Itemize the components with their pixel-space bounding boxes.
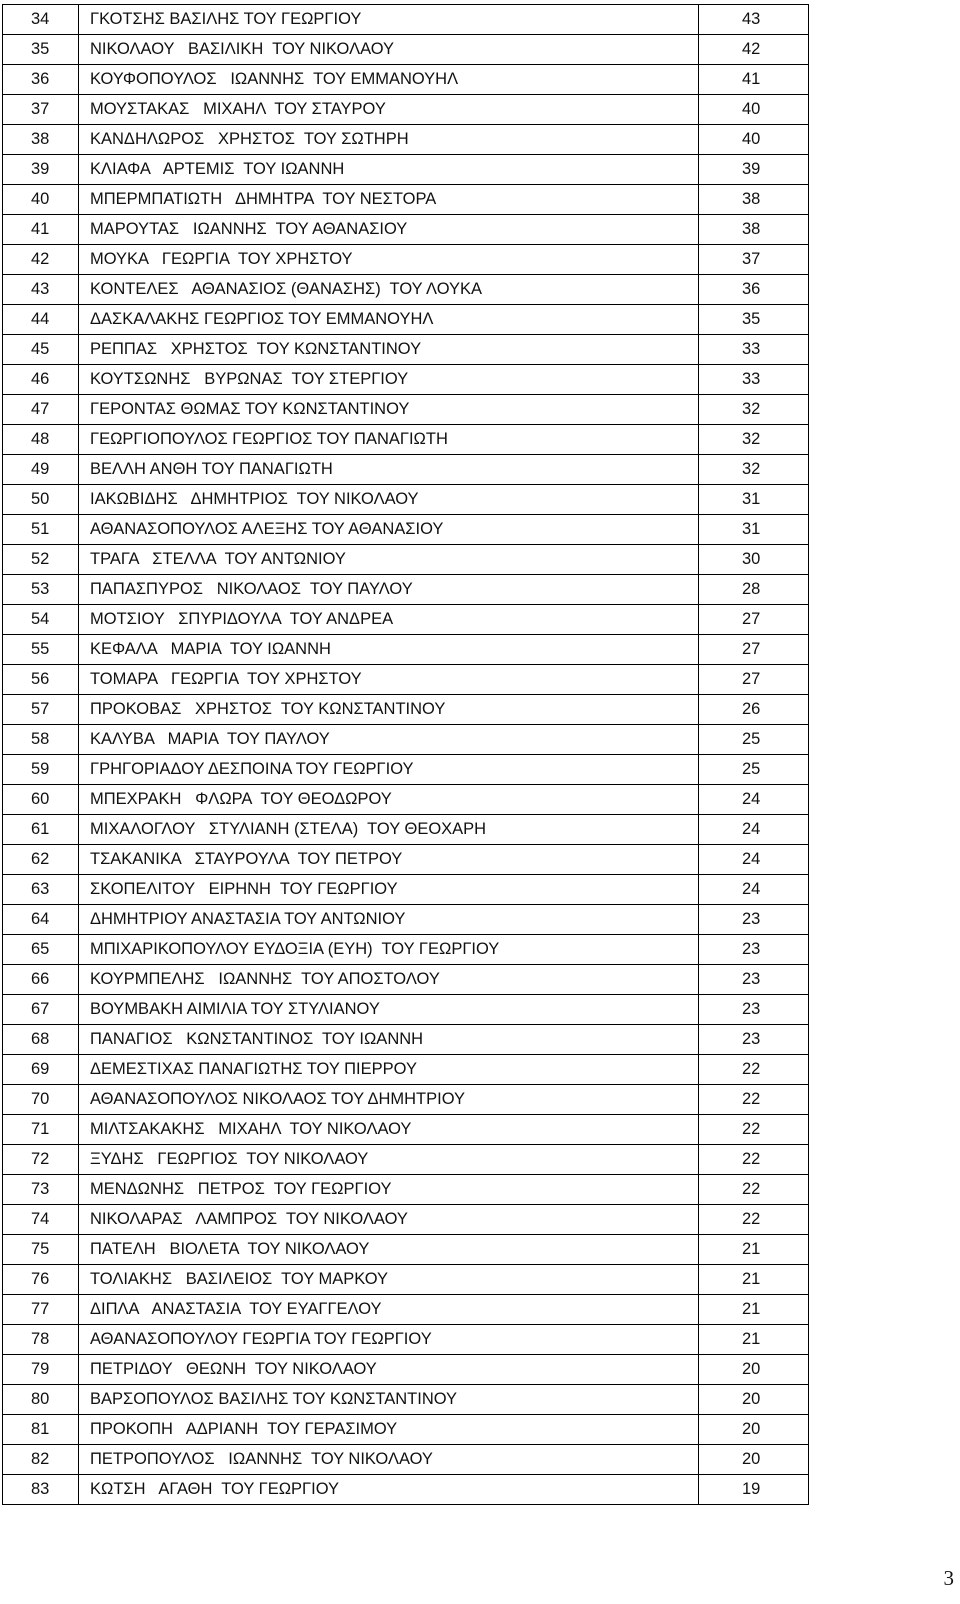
name-cell: ΠΕΤΡΙΔΟΥ ΘΕΩΝΗ ΤΟΥ ΝΙΚΟΛΑΟΥ xyxy=(79,1355,699,1385)
row-number-cell: 34 xyxy=(3,5,79,35)
score-cell: 38 xyxy=(699,215,809,245)
score-cell: 20 xyxy=(699,1445,809,1475)
score-cell: 25 xyxy=(699,725,809,755)
row-number-cell: 66 xyxy=(3,965,79,995)
score-cell: 22 xyxy=(699,1055,809,1085)
row-number-cell: 56 xyxy=(3,665,79,695)
table-row xyxy=(3,365,809,395)
table-row xyxy=(3,1235,809,1265)
row-number-cell: 59 xyxy=(3,755,79,785)
table-row xyxy=(3,245,809,275)
row-number-cell: 82 xyxy=(3,1445,79,1475)
table-row xyxy=(3,575,809,605)
table-row xyxy=(3,185,809,215)
row-number-cell: 80 xyxy=(3,1385,79,1415)
name-cell: ΚΟΥΦΟΠΟΥΛΟΣ ΙΩΑΝΝΗΣ ΤΟΥ ΕΜΜΑΝΟΥΗΛ xyxy=(79,65,699,95)
score-cell: 22 xyxy=(699,1175,809,1205)
row-number-cell: 42 xyxy=(3,245,79,275)
score-cell: 39 xyxy=(699,155,809,185)
name-cell: ΜΕΝΔΩΝΗΣ ΠΕΤΡΟΣ ΤΟΥ ΓΕΩΡΓΙΟΥ xyxy=(79,1175,699,1205)
row-number-cell: 57 xyxy=(3,695,79,725)
score-cell: 20 xyxy=(699,1355,809,1385)
name-cell: ΔΑΣΚΑΛΑΚΗΣ ΓΕΩΡΓΙΟΣ ΤΟΥ ΕΜΜΑΝΟΥΗΛ xyxy=(79,305,699,335)
table-row xyxy=(3,305,809,335)
score-cell: 21 xyxy=(699,1295,809,1325)
score-cell: 38 xyxy=(699,185,809,215)
row-number-cell: 43 xyxy=(3,275,79,305)
table-row xyxy=(3,1295,809,1325)
score-cell: 24 xyxy=(699,785,809,815)
row-number-cell: 62 xyxy=(3,845,79,875)
name-cell: ΑΘΑΝΑΣΟΠΟΥΛΟΣ ΑΛΕΞΗΣ ΤΟΥ ΑΘΑΝΑΣΙΟΥ xyxy=(79,515,699,545)
score-cell: 30 xyxy=(699,545,809,575)
table-row xyxy=(3,95,809,125)
score-cell: 42 xyxy=(699,35,809,65)
table-row xyxy=(3,605,809,635)
results-table-body xyxy=(3,5,809,1505)
row-number-cell: 52 xyxy=(3,545,79,575)
table-row xyxy=(3,875,809,905)
score-cell: 20 xyxy=(699,1415,809,1445)
row-number-cell: 71 xyxy=(3,1115,79,1145)
name-cell: ΠΡΟΚΟΒΑΣ ΧΡΗΣΤΟΣ ΤΟΥ ΚΩΝΣΤΑΝΤΙΝΟΥ xyxy=(79,695,699,725)
table-row xyxy=(3,155,809,185)
table-row xyxy=(3,1325,809,1355)
table-row xyxy=(3,1385,809,1415)
score-cell: 22 xyxy=(699,1145,809,1175)
score-cell: 21 xyxy=(699,1325,809,1355)
table-row xyxy=(3,845,809,875)
row-number-cell: 78 xyxy=(3,1325,79,1355)
row-number-cell: 38 xyxy=(3,125,79,155)
score-cell: 41 xyxy=(699,65,809,95)
score-cell: 23 xyxy=(699,1025,809,1055)
score-cell: 22 xyxy=(699,1085,809,1115)
row-number-cell: 79 xyxy=(3,1355,79,1385)
score-cell: 36 xyxy=(699,275,809,305)
table-row xyxy=(3,65,809,95)
row-number-cell: 69 xyxy=(3,1055,79,1085)
name-cell: ΚΟΝΤΕΛΕΣ ΑΘΑΝΑΣΙΟΣ (ΘΑΝΑΣΗΣ) ΤΟΥ ΛΟΥΚΑ xyxy=(79,275,699,305)
row-number-cell: 77 xyxy=(3,1295,79,1325)
name-cell: ΠΑΠΑΣΠΥΡΟΣ ΝΙΚΟΛΑΟΣ ΤΟΥ ΠΑΥΛΟΥ xyxy=(79,575,699,605)
score-cell: 40 xyxy=(699,125,809,155)
table-row xyxy=(3,1175,809,1205)
name-cell: ΜΙΧΑΛΟΓΛΟΥ ΣΤΥΛΙΑΝΗ (ΣΤΕΛΑ) ΤΟΥ ΘΕΟΧΑΡΗ xyxy=(79,815,699,845)
row-number-cell: 73 xyxy=(3,1175,79,1205)
name-cell: ΜΟΤΣΙΟΥ ΣΠΥΡΙΔΟΥΛΑ ΤΟΥ ΑΝΔΡΕΑ xyxy=(79,605,699,635)
name-cell: ΚΑΛΥΒΑ ΜΑΡΙΑ ΤΟΥ ΠΑΥΛΟΥ xyxy=(79,725,699,755)
row-number-cell: 50 xyxy=(3,485,79,515)
row-number-cell: 70 xyxy=(3,1085,79,1115)
page-number: 3 xyxy=(943,1566,954,1590)
score-cell: 27 xyxy=(699,635,809,665)
name-cell: ΚΩΤΣΗ ΑΓΑΘΗ ΤΟΥ ΓΕΩΡΓΙΟΥ xyxy=(79,1475,699,1505)
name-cell: ΚΟΥΡΜΠΕΛΗΣ ΙΩΑΝΝΗΣ ΤΟΥ ΑΠΟΣΤΟΛΟΥ xyxy=(79,965,699,995)
row-number-cell: 64 xyxy=(3,905,79,935)
score-cell: 21 xyxy=(699,1265,809,1295)
row-number-cell: 35 xyxy=(3,35,79,65)
name-cell: ΓΕΩΡΓΙΟΠΟΥΛΟΣ ΓΕΩΡΓΙΟΣ ΤΟΥ ΠΑΝΑΓΙΩΤΗ xyxy=(79,425,699,455)
score-cell: 26 xyxy=(699,695,809,725)
table-row xyxy=(3,275,809,305)
score-cell: 22 xyxy=(699,1115,809,1145)
table-row xyxy=(3,1115,809,1145)
table-row xyxy=(3,215,809,245)
score-cell: 32 xyxy=(699,455,809,485)
score-cell: 27 xyxy=(699,665,809,695)
row-number-cell: 67 xyxy=(3,995,79,1025)
name-cell: ΑΘΑΝΑΣΟΠΟΥΛΟΣ ΝΙΚΟΛΑΟΣ ΤΟΥ ΔΗΜΗΤΡΙΟΥ xyxy=(79,1085,699,1115)
row-number-cell: 55 xyxy=(3,635,79,665)
name-cell: ΚΛΙΑΦΑ ΑΡΤΕΜΙΣ ΤΟΥ ΙΩΑΝΝΗ xyxy=(79,155,699,185)
score-cell: 40 xyxy=(699,95,809,125)
table-row xyxy=(3,515,809,545)
name-cell: ΒΕΛΛΗ ΑΝΘΗ ΤΟΥ ΠΑΝΑΓΙΩΤΗ xyxy=(79,455,699,485)
name-cell: ΜΠΙΧΑΡΙΚΟΠΟΥΛΟΥ ΕΥΔΟΞΙΑ (ΕΥΗ) ΤΟΥ ΓΕΩΡΓΙΟΥ xyxy=(79,935,699,965)
table-row xyxy=(3,755,809,785)
row-number-cell: 65 xyxy=(3,935,79,965)
name-cell: ΒΑΡΣΟΠΟΥΛΟΣ ΒΑΣΙΛΗΣ ΤΟΥ ΚΩΝΣΤΑΝΤΙΝΟΥ xyxy=(79,1385,699,1415)
name-cell: ΤΣΑΚΑΝΙΚΑ ΣΤΑΥΡΟΥΛΑ ΤΟΥ ΠΕΤΡΟΥ xyxy=(79,845,699,875)
table-row xyxy=(3,965,809,995)
score-cell: 32 xyxy=(699,395,809,425)
name-cell: ΤΟΜΑΡΑ ΓΕΩΡΓΙΑ ΤΟΥ ΧΡΗΣΤΟΥ xyxy=(79,665,699,695)
name-cell: ΜΑΡΟΥΤΑΣ ΙΩΑΝΝΗΣ ΤΟΥ ΑΘΑΝΑΣΙΟΥ xyxy=(79,215,699,245)
name-cell: ΚΑΝΔΗΛΩΡΟΣ ΧΡΗΣΤΟΣ ΤΟΥ ΣΩΤΗΡΗ xyxy=(79,125,699,155)
table-row xyxy=(3,545,809,575)
score-cell: 37 xyxy=(699,245,809,275)
row-number-cell: 83 xyxy=(3,1475,79,1505)
name-cell: ΚΕΦΑΛΑ ΜΑΡΙΑ ΤΟΥ ΙΩΑΝΝΗ xyxy=(79,635,699,665)
score-cell: 27 xyxy=(699,605,809,635)
row-number-cell: 74 xyxy=(3,1205,79,1235)
score-cell: 24 xyxy=(699,875,809,905)
row-number-cell: 44 xyxy=(3,305,79,335)
name-cell: ΓΡΗΓΟΡΙΑΔΟΥ ΔΕΣΠΟΙΝΑ ΤΟΥ ΓΕΩΡΓΙΟΥ xyxy=(79,755,699,785)
name-cell: ΤΟΛΙΑΚΗΣ ΒΑΣΙΛΕΙΟΣ ΤΟΥ ΜΑΡΚΟΥ xyxy=(79,1265,699,1295)
row-number-cell: 72 xyxy=(3,1145,79,1175)
row-number-cell: 60 xyxy=(3,785,79,815)
score-cell: 35 xyxy=(699,305,809,335)
name-cell: ΔΕΜΕΣΤΙΧΑΣ ΠΑΝΑΓΙΩΤΗΣ ΤΟΥ ΠΙΕΡΡΟΥ xyxy=(79,1055,699,1085)
row-number-cell: 40 xyxy=(3,185,79,215)
table-row xyxy=(3,1205,809,1235)
score-cell: 33 xyxy=(699,335,809,365)
row-number-cell: 81 xyxy=(3,1415,79,1445)
table-row xyxy=(3,815,809,845)
score-cell: 20 xyxy=(699,1385,809,1415)
row-number-cell: 76 xyxy=(3,1265,79,1295)
table-row xyxy=(3,1265,809,1295)
name-cell: ΤΡΑΓΑ ΣΤΕΛΛΑ ΤΟΥ ΑΝΤΩΝΙΟΥ xyxy=(79,545,699,575)
row-number-cell: 47 xyxy=(3,395,79,425)
name-cell: ΜΠΕΧΡΑΚΗ ΦΛΩΡΑ ΤΟΥ ΘΕΟΔΩΡΟΥ xyxy=(79,785,699,815)
score-cell: 25 xyxy=(699,755,809,785)
table-row xyxy=(3,995,809,1025)
table-row xyxy=(3,125,809,155)
row-number-cell: 46 xyxy=(3,365,79,395)
score-cell: 24 xyxy=(699,845,809,875)
table-row xyxy=(3,1415,809,1445)
score-cell: 23 xyxy=(699,905,809,935)
table-row xyxy=(3,425,809,455)
name-cell: ΠΕΤΡΟΠΟΥΛΟΣ ΙΩΑΝΝΗΣ ΤΟΥ ΝΙΚΟΛΑΟΥ xyxy=(79,1445,699,1475)
name-cell: ΜΙΛΤΣΑΚΑΚΗΣ ΜΙΧΑΗΛ ΤΟΥ ΝΙΚΟΛΑΟΥ xyxy=(79,1115,699,1145)
name-cell: ΠΡΟΚΟΠΗ ΑΔΡΙΑΝΗ ΤΟΥ ΓΕΡΑΣΙΜΟΥ xyxy=(79,1415,699,1445)
row-number-cell: 53 xyxy=(3,575,79,605)
score-cell: 21 xyxy=(699,1235,809,1265)
name-cell: ΜΠΕΡΜΠΑΤΙΩΤΗ ΔΗΜΗΤΡΑ ΤΟΥ ΝΕΣΤΟΡΑ xyxy=(79,185,699,215)
score-cell: 22 xyxy=(699,1205,809,1235)
table-row xyxy=(3,785,809,815)
table-row xyxy=(3,335,809,365)
score-cell: 23 xyxy=(699,935,809,965)
row-number-cell: 48 xyxy=(3,425,79,455)
name-cell: ΝΙΚΟΛΑΟΥ ΒΑΣΙΛΙΚΗ ΤΟΥ ΝΙΚΟΛΑΟΥ xyxy=(79,35,699,65)
score-cell: 43 xyxy=(699,5,809,35)
row-number-cell: 49 xyxy=(3,455,79,485)
name-cell: ΞΥΔΗΣ ΓΕΩΡΓΙΟΣ ΤΟΥ ΝΙΚΟΛΑΟΥ xyxy=(79,1145,699,1175)
score-cell: 23 xyxy=(699,965,809,995)
name-cell: ΑΘΑΝΑΣΟΠΟΥΛΟΥ ΓΕΩΡΓΙΑ ΤΟΥ ΓΕΩΡΓΙΟΥ xyxy=(79,1325,699,1355)
row-number-cell: 63 xyxy=(3,875,79,905)
name-cell: ΚΟΥΤΣΩΝΗΣ ΒΥΡΩΝΑΣ ΤΟΥ ΣΤΕΡΓΙΟΥ xyxy=(79,365,699,395)
score-cell: 31 xyxy=(699,515,809,545)
row-number-cell: 37 xyxy=(3,95,79,125)
table-row xyxy=(3,1475,809,1505)
table-row xyxy=(3,455,809,485)
row-number-cell: 54 xyxy=(3,605,79,635)
table-row xyxy=(3,1085,809,1115)
row-number-cell: 39 xyxy=(3,155,79,185)
table-row xyxy=(3,35,809,65)
name-cell: ΔΙΠΛΑ ΑΝΑΣΤΑΣΙΑ ΤΟΥ ΕΥΑΓΓΕΛΟΥ xyxy=(79,1295,699,1325)
table-row xyxy=(3,725,809,755)
results-table xyxy=(2,4,809,1505)
table-row xyxy=(3,905,809,935)
table-row xyxy=(3,1055,809,1085)
name-cell: ΣΚΟΠΕΛΙΤΟΥ ΕΙΡΗΝΗ ΤΟΥ ΓΕΩΡΓΙΟΥ xyxy=(79,875,699,905)
name-cell: ΙΑΚΩΒΙΔΗΣ ΔΗΜΗΤΡΙΟΣ ΤΟΥ ΝΙΚΟΛΑΟΥ xyxy=(79,485,699,515)
score-cell: 23 xyxy=(699,995,809,1025)
score-cell: 33 xyxy=(699,365,809,395)
name-cell: ΠΑΤΕΛΗ ΒΙΟΛΕΤΑ ΤΟΥ ΝΙΚΟΛΑΟΥ xyxy=(79,1235,699,1265)
score-cell: 19 xyxy=(699,1475,809,1505)
table-row xyxy=(3,935,809,965)
name-cell: ΒΟΥΜΒΑΚΗ ΑΙΜΙΛΙΑ ΤΟΥ ΣΤΥΛΙΑΝΟΥ xyxy=(79,995,699,1025)
row-number-cell: 45 xyxy=(3,335,79,365)
score-cell: 28 xyxy=(699,575,809,605)
row-number-cell: 58 xyxy=(3,725,79,755)
table-row xyxy=(3,695,809,725)
table-row xyxy=(3,485,809,515)
name-cell: ΝΙΚΟΛΑΡΑΣ ΛΑΜΠΡΟΣ ΤΟΥ ΝΙΚΟΛΑΟΥ xyxy=(79,1205,699,1235)
table-row xyxy=(3,1025,809,1055)
table-row xyxy=(3,395,809,425)
table-row xyxy=(3,1145,809,1175)
score-cell: 24 xyxy=(699,815,809,845)
row-number-cell: 51 xyxy=(3,515,79,545)
name-cell: ΜΟΥΣΤΑΚΑΣ ΜΙΧΑΗΛ ΤΟΥ ΣΤΑΥΡΟΥ xyxy=(79,95,699,125)
table-row xyxy=(3,5,809,35)
row-number-cell: 41 xyxy=(3,215,79,245)
name-cell: ΜΟΥΚΑ ΓΕΩΡΓΙΑ ΤΟΥ ΧΡΗΣΤΟΥ xyxy=(79,245,699,275)
score-cell: 31 xyxy=(699,485,809,515)
table-row xyxy=(3,665,809,695)
score-cell: 32 xyxy=(699,425,809,455)
row-number-cell: 75 xyxy=(3,1235,79,1265)
table-row xyxy=(3,635,809,665)
row-number-cell: 36 xyxy=(3,65,79,95)
name-cell: ΔΗΜΗΤΡΙΟΥ ΑΝΑΣΤΑΣΙΑ ΤΟΥ ΑΝΤΩΝΙΟΥ xyxy=(79,905,699,935)
row-number-cell: 61 xyxy=(3,815,79,845)
table-row xyxy=(3,1355,809,1385)
name-cell: ΠΑΝΑΓΙΟΣ ΚΩΝΣΤΑΝΤΙΝΟΣ ΤΟΥ ΙΩΑΝΝΗ xyxy=(79,1025,699,1055)
row-number-cell: 68 xyxy=(3,1025,79,1055)
name-cell: ΓΚΟΤΣΗΣ ΒΑΣΙΛΗΣ ΤΟΥ ΓΕΩΡΓΙΟΥ xyxy=(79,5,699,35)
name-cell: ΡΕΠΠΑΣ ΧΡΗΣΤΟΣ ΤΟΥ ΚΩΝΣΤΑΝΤΙΝΟΥ xyxy=(79,335,699,365)
name-cell: ΓΕΡΟΝΤΑΣ ΘΩΜΑΣ ΤΟΥ ΚΩΝΣΤΑΝΤΙΝΟΥ xyxy=(79,395,699,425)
table-row xyxy=(3,1445,809,1475)
